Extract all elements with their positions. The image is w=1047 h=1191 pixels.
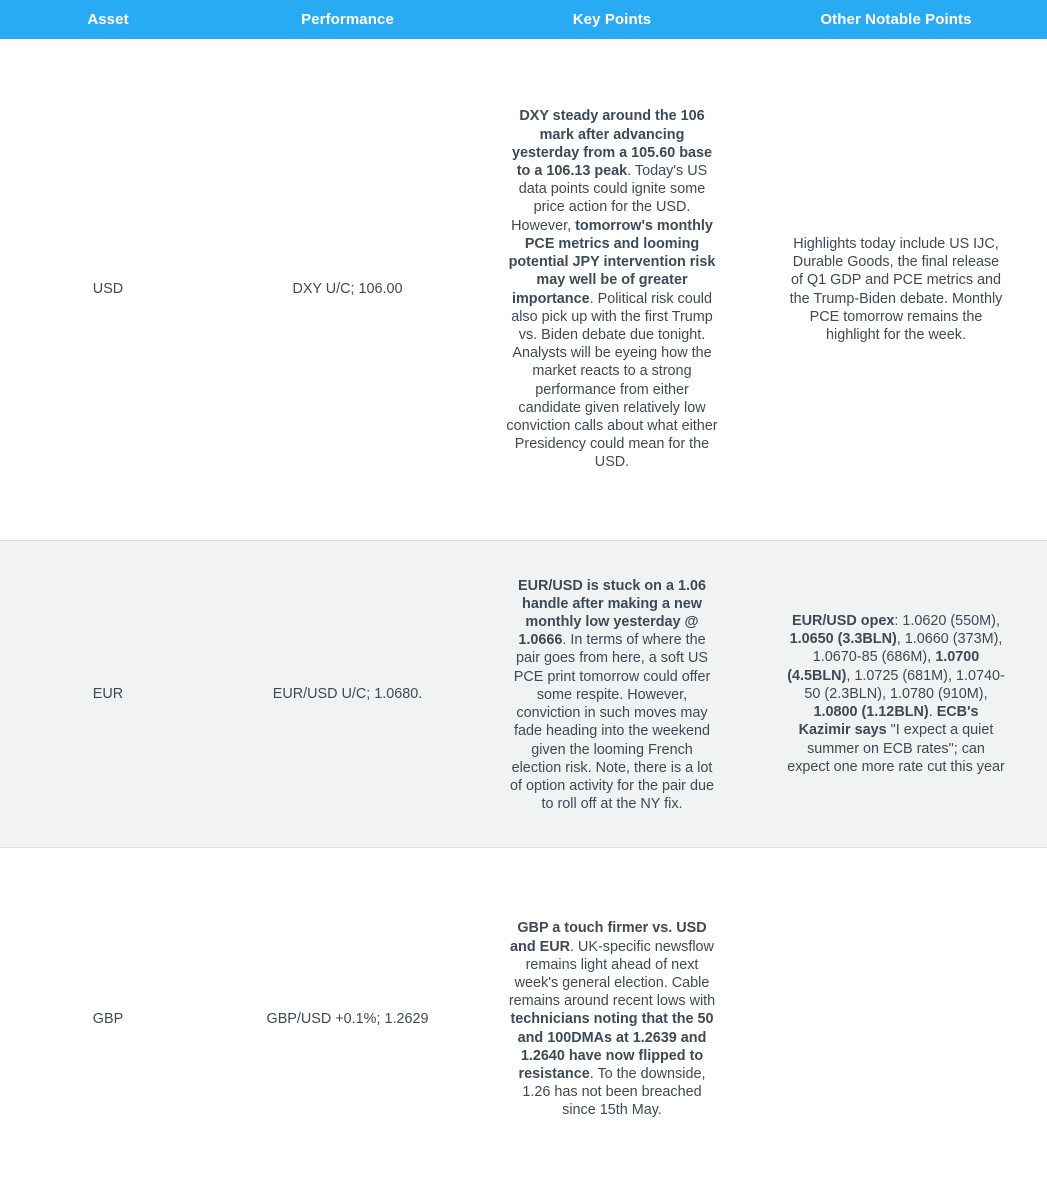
text-segment: : 1.0620 (550M),: [894, 613, 1000, 629]
asset-cell: USD: [0, 39, 216, 541]
text-segment: Highlights today include US IJC, Durable Goods, the final release of Q1 GDP and PCE metrics and the Trump-Biden debate. Monthly PCE tomorrow remains the highlight for the week.: [790, 236, 1003, 343]
performance-cell: DXY U/C; 106.00: [216, 39, 479, 541]
text-segment: , 1.0725 (681M), 1.0740-50 (2.3BLN), 1.0780 (910M),: [804, 668, 1004, 702]
table-body: [0, 39, 1047, 1191]
bold-text-segment: DXY steady around the 106 mark after advancing yesterday from a 105.60 base to a 106.13 peak: [512, 108, 712, 179]
bold-text-segment: ECB's Kazimir says: [799, 704, 979, 738]
table-header: [0, 0, 1047, 39]
text-segment: .: [929, 704, 937, 720]
key-points-cell: [479, 848, 745, 1191]
header-row: [0, 0, 1047, 39]
bold-text-segment: tomorrow's monthly PCE metrics and looming potential JPY intervention risk may well be of greater importance: [509, 218, 716, 307]
performance-cell: EUR/USD U/C; 1.0680.: [216, 541, 479, 848]
header-performance: Performance: [216, 0, 479, 39]
other-points-text: [786, 612, 1006, 776]
text-segment: "I expect a quiet summer on ECB rates"; can expect one more rate cut this year: [787, 722, 1005, 774]
table-row-eur: [0, 541, 1047, 848]
asset-cell: GBP: [0, 848, 216, 1191]
bold-text-segment: EUR/USD is stuck on a 1.06 handle after making a new monthly low yesterday @ 1.0666: [518, 578, 706, 649]
other-points-cell: [745, 541, 1047, 848]
header-other-notable-points: Other Notable Points: [745, 0, 1047, 39]
bold-text-segment: EUR/USD opex: [792, 613, 894, 629]
other-points-text: [786, 235, 1006, 344]
asset-cell: EUR: [0, 541, 216, 848]
header-key-points: Key Points: [479, 0, 745, 39]
bold-text-segment: 1.0700 (4.5BLN): [787, 649, 979, 683]
bold-text-segment: 1.0800 (1.12BLN): [814, 704, 929, 720]
header-asset: Asset: [0, 0, 216, 39]
key-points-text: [506, 575, 718, 814]
text-segment: . In terms of where the pair goes from here, a soft US PCE print tomorrow could offer some respite. However, conviction in such moves may fade heading into the weekend given the looming French election risk. Note, there is a lot of option activity for the pair due to roll off at the NY fix.: [510, 632, 714, 812]
text-segment: . To the downside, 1.26 has not been breached since 15th May.: [522, 1066, 705, 1118]
text-segment: . Today's US data points could ignite some price action for the USD. However,: [511, 163, 707, 234]
text-segment: . UK-specific newsflow remains light ahead of next week's general election. Cable remains around recent lows with: [509, 939, 715, 1010]
other-points-cell: [745, 848, 1047, 1191]
bold-text-segment: 1.0650 (3.3BLN): [790, 631, 897, 647]
key-points-text: [506, 107, 718, 471]
key-points-text: [506, 919, 718, 1119]
text-segment: , 1.0660 (373M), 1.0670-85 (686M),: [813, 631, 1003, 665]
text-segment: . Political risk could also pick up with the first Trump vs. Biden debate due tonight. Analysts will be eyeing how the market reacts to a strong performance from either candidate given relatively low conviction calls about what either Presidency could mean for the USD.: [506, 291, 717, 471]
table-row-usd: [0, 39, 1047, 541]
bold-text-segment: GBP a touch firmer vs. USD and EUR: [510, 920, 707, 954]
key-points-cell: [479, 541, 745, 848]
other-points-cell: [745, 39, 1047, 541]
bold-text-segment: technicians noting that the 50 and 100DMAs at 1.2639 and 1.2640 have now flipped to resistance: [510, 1011, 713, 1082]
key-points-cell: [479, 39, 745, 541]
performance-cell: GBP/USD +0.1%; 1.2629: [216, 848, 479, 1191]
table-row-gbp: [0, 848, 1047, 1191]
